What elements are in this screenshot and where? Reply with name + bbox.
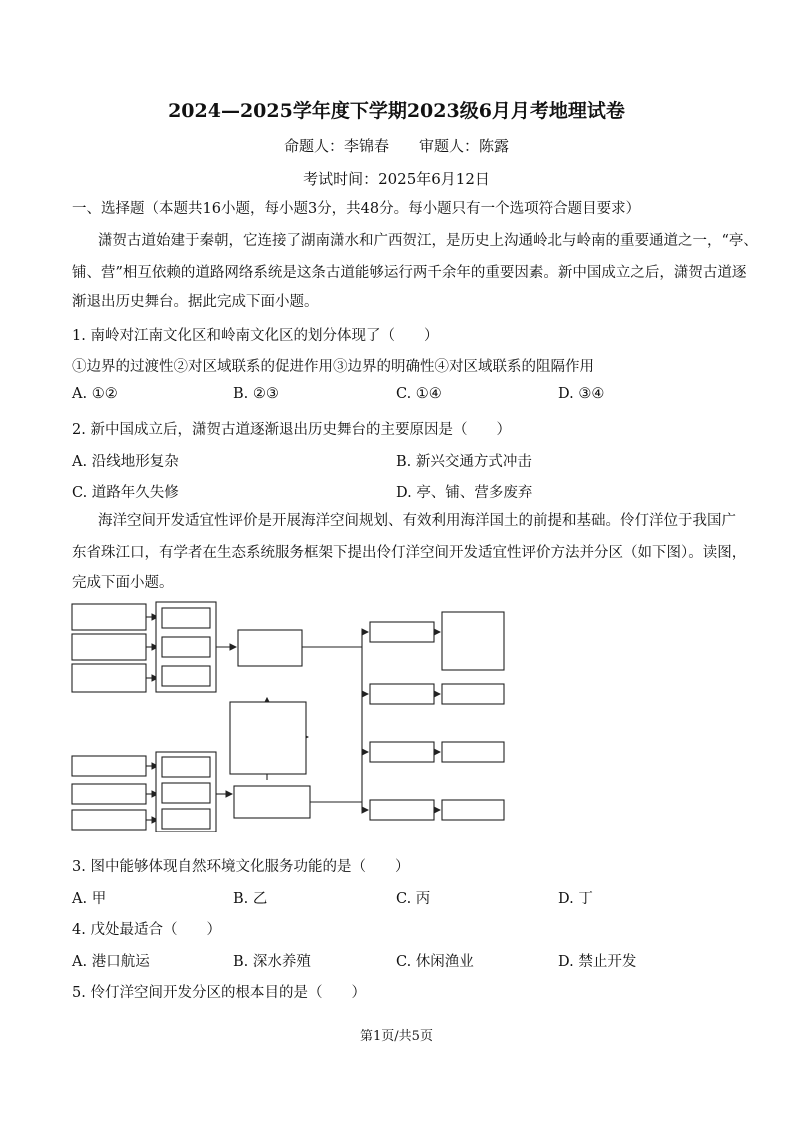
q3-stem: 3. 图中能够体现自然环境文化服务功能的是（ ） (72, 859, 410, 875)
q2-option-c: C. 道路年久失修 (72, 485, 179, 501)
q1-stem: 1. 南岭对江南文化区和岭南文化区的划分体现了（ ） (72, 328, 439, 344)
service-box-jia (162, 608, 210, 628)
input-box-fishing (72, 664, 146, 692)
passage2-line2: 东省珠江口，有学者在生态系统服务框架下提出伶仃洋空间开发适宜性评价方法并分区（如下图）。读图， (72, 545, 747, 561)
q5-stem: 5. 伶仃洋空间开发分区的根本目的是（ ） (72, 985, 366, 1001)
service-box-bing (162, 666, 210, 686)
q3-option-b: B. 乙 (233, 891, 268, 907)
q3-option-a: A. 甲 (72, 891, 107, 907)
zone-box-key (370, 622, 434, 642)
q4-option-d: D. 禁止开发 (558, 954, 637, 970)
q1-option-a: A. ①② (72, 386, 118, 402)
result-box-wu (442, 684, 504, 704)
q1-items: ①边界的过渡性②对区域联系的促进作用③边界的明确性④对区域联系的阻隔作用 (72, 359, 594, 375)
authors-line: 命题人：李锦春 审题人：陈露 (283, 137, 509, 155)
q1-option-d: D. ③④ (558, 386, 605, 402)
q2-option-b: B. 新兴交通方式冲击 (396, 454, 532, 470)
result-box-reserve (442, 742, 504, 762)
eval-top-box (238, 630, 302, 666)
service-box-carbon (162, 757, 210, 777)
input-box-species (72, 784, 146, 804)
q2-option-a: A. 沿线地形复杂 (72, 454, 179, 470)
zone-box-limited (370, 684, 434, 704)
passage1-line1: 潇贺古道始建于秦朝，它连接了湖南潇水和广西贺江，是历史上沟通岭北与岭南的重要通道之一，“亭、 (98, 233, 758, 249)
zoning-flow-diagram (70, 600, 510, 832)
service-box-coast (162, 809, 210, 829)
service-box-ding (162, 783, 210, 803)
q4-stem: 4. 戊处最适合（ ） (72, 922, 221, 938)
passage2-line1: 海洋空间开发适宜性评价是开展海洋空间规划、有效利用海洋国土的前提和基础。伶仃洋位于我国广 (98, 513, 736, 529)
eval-bottom-box (234, 786, 310, 818)
input-box-water (72, 634, 146, 660)
q4-option-b: B. 深水养殖 (233, 954, 311, 970)
q2-option-d: D. 亭、铺、营多废弃 (396, 485, 533, 501)
passage2-line3: 完成下面小题。 (72, 575, 174, 591)
result-box-multi (442, 612, 504, 670)
q4-option-a: A. 港口航运 (72, 954, 150, 970)
section-heading: 一、选择题（本题共16小题，每小题3分，共48分。每小题只有一个选项符合题目要求） (72, 201, 641, 217)
q2-stem: 2. 新中国成立后，潇贺古道逐渐退出历史舞台的主要原因是（ ） (72, 422, 511, 438)
exam-time: 考试时间：2025年6月12日 (303, 170, 490, 188)
result-box-eco (442, 800, 504, 820)
q4-option-c: C. 休闲渔业 (396, 954, 474, 970)
exam-title: 2024—2025学年度下学期2023级6月月考地理试卷 (168, 100, 625, 122)
input-box-npp (72, 756, 146, 776)
input-box-coastal (72, 810, 146, 830)
passage1-line2: 铺、营”相互依赖的道路网络系统是这条古道能够运行两千余年的重要因素。新中国成立之后，潇贺古道逐 (72, 265, 747, 281)
q3-option-d: D. 丁 (558, 891, 593, 907)
quadrant-frame (230, 702, 306, 774)
q1-option-b: B. ②③ (233, 386, 279, 402)
zone-box-forbidden (370, 800, 434, 820)
q3-option-c: C. 丙 (396, 891, 431, 907)
service-box-yi (162, 637, 210, 657)
page-number: 第1页/共5页 (360, 1029, 433, 1044)
passage1-line3: 渐退出历史舞台。据此完成下面小题。 (72, 294, 319, 310)
zone-box-reserve (370, 742, 434, 762)
q1-option-c: C. ①④ (396, 386, 442, 402)
input-box-depth (72, 604, 146, 630)
